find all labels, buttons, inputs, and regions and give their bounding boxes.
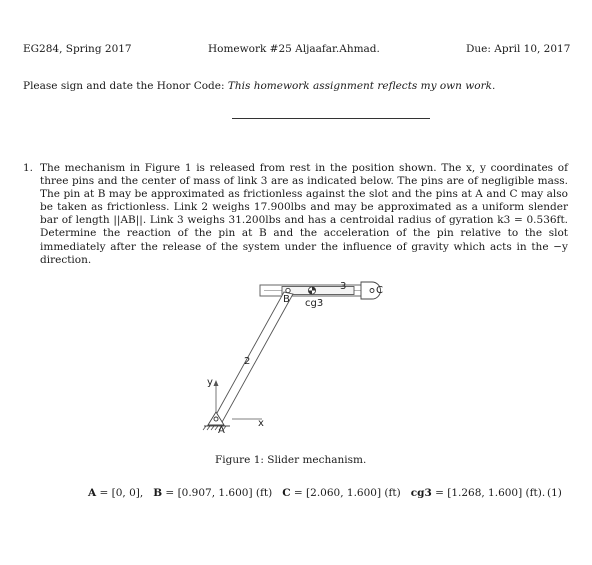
y-axis-label: y <box>207 377 213 388</box>
honor-code-statement: This homework assignment reflects my own work. <box>227 80 496 92</box>
pin-a-label: A <box>218 425 225 436</box>
pin-b-label: B <box>283 294 290 305</box>
signature-line <box>232 118 430 119</box>
figure-caption: Figure 1: Slider mechanism. <box>215 454 367 466</box>
problem-text: The mechanism in Figure 1 is released from rest in the position shown. The x, y coordinates of three pins and the center of mass of link 3 are as indicated below. The pins are of negligible mass. The pin at B may be approximated as frictionless against the slot and the pins at A and C may also be taken as frictionless. Link 2 weighs 17.900lbs and may be approximated as a uniform slender bar of length ||AB||. Link 3 weighs 31.200lbs and has a centroidal radius of gyration k3 = 0.536ft. Determine the reaction of the pin at B and the acceleration of the pin relative to the slot immediately after the release of the system under the influence of gravity which acts in the −y direction. <box>40 162 568 266</box>
honor-code-prompt: Please sign and date the Honor Code: <box>23 80 228 92</box>
pin-c-label: C <box>376 285 383 296</box>
cg3-marker <box>308 287 315 294</box>
eq-b-value: = [0.907, 1.600] (ft) <box>162 487 273 499</box>
eq-b-label: B <box>153 487 163 499</box>
pin-b <box>286 288 290 292</box>
header-assignment: Homework #25 Aljaafar.Ahmad. <box>208 43 380 55</box>
problem-number: 1. <box>23 162 34 174</box>
problem-statement <box>40 162 568 267</box>
header-course: EG284, Spring 2017 <box>23 43 132 55</box>
eq-c-value: = [2.060, 1.600] (ft) <box>290 487 401 499</box>
eq-cg-value: = [1.268, 1.600] (ft). <box>431 487 546 499</box>
link-3-label: 3 <box>340 281 347 292</box>
eq-a-label: A <box>88 487 97 499</box>
link-2 <box>212 292 293 424</box>
x-axis-label: x <box>258 418 264 429</box>
eq-c-label: C <box>282 487 291 499</box>
eq-cg-label: cg3 <box>410 487 432 499</box>
eq-a-value: = [0, 0], <box>96 487 144 499</box>
header-due-date: Due: April 10, 2017 <box>466 43 571 55</box>
slider-mechanism-figure <box>190 272 410 440</box>
cg3-label: cg3 <box>305 298 324 309</box>
honor-code-line <box>23 80 495 92</box>
link-2-label: 2 <box>244 356 251 367</box>
equation-number: (1) <box>547 487 562 499</box>
pin-coordinates-equation <box>88 487 545 499</box>
